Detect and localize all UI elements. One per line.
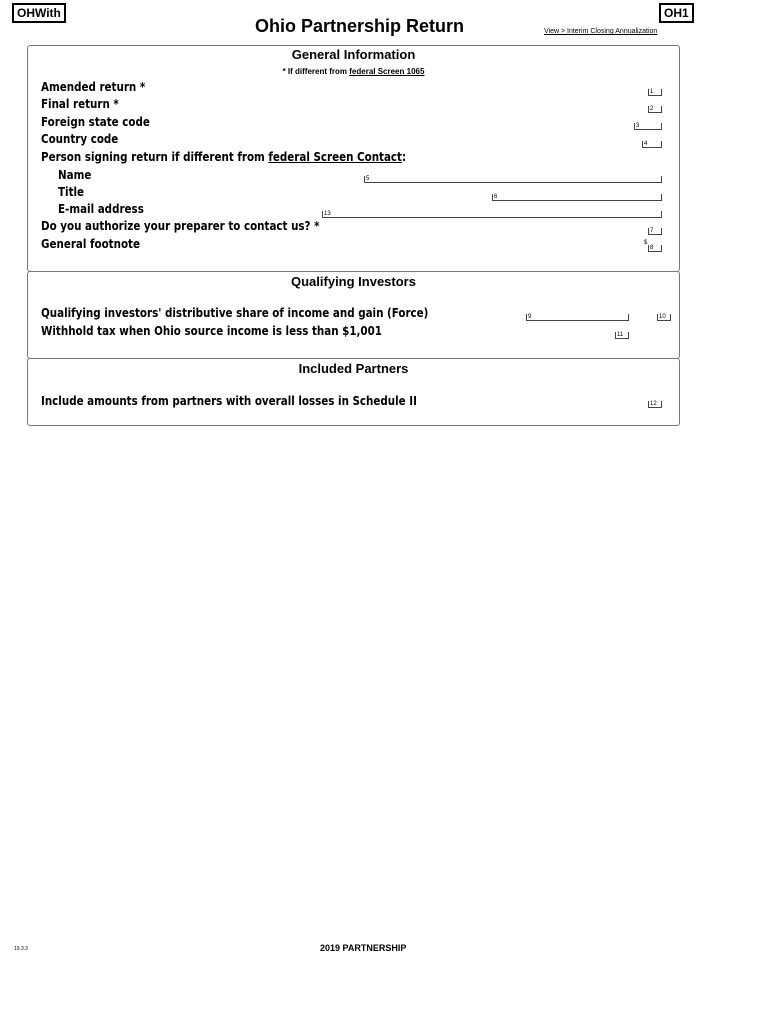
field-10-force[interactable]: 10: [657, 314, 671, 321]
withhold-tax-label: Withhold tax when Ohio source income is less than $1,001: [41, 324, 382, 338]
field-12-include[interactable]: 12: [648, 401, 662, 408]
field-2-final[interactable]: 2: [648, 106, 662, 113]
include-losses-label: Include amounts from partners with overall losses in Schedule II: [41, 394, 417, 408]
footer-year-label: 2019 PARTNERSHIP: [320, 943, 407, 953]
general-note: [28, 67, 679, 76]
country-code-label: Country code: [41, 132, 119, 146]
field-13-email[interactable]: 13: [322, 211, 662, 218]
qualifying-investors-title: Qualifying Investors: [291, 274, 416, 289]
included-partners-section: [27, 358, 680, 426]
foreign-state-code-label: Foreign state code: [41, 115, 150, 129]
general-information-title: General Information: [291, 47, 416, 62]
email-address-label: E-mail address: [58, 202, 144, 216]
name-label: Name: [58, 168, 92, 182]
field-4-country[interactable]: 4: [642, 141, 662, 148]
person-signing-prefix: Person signing return if different from: [41, 150, 269, 164]
final-return-label: Final return *: [41, 97, 119, 111]
page-title: Ohio Partnership Return: [255, 16, 465, 36]
field-1-amended[interactable]: 1: [648, 89, 662, 96]
person-signing-label: [41, 150, 406, 164]
field-6-title[interactable]: 6: [492, 194, 662, 201]
title-label: Title: [58, 185, 85, 199]
federal-screen-contact-link[interactable]: federal Screen Contact: [268, 150, 402, 164]
form-tag-oh1[interactable]: OH1: [659, 3, 694, 23]
interim-closing-link[interactable]: View > Interim Closing Annualization: [544, 28, 658, 35]
dollar-sign: $: [644, 240, 648, 246]
federal-screen-1065-link[interactable]: federal Screen 1065: [349, 67, 425, 76]
field-8-footnote[interactable]: 8: [648, 245, 662, 252]
amended-return-label: Amended return *: [41, 80, 146, 94]
qualifying-share-label: Qualifying investors' distributive share of income and gain (Force): [41, 306, 429, 320]
field-7-authorize[interactable]: 7: [648, 228, 662, 235]
general-footnote-label: General footnote: [41, 237, 140, 251]
included-partners-title: Included Partners: [298, 361, 409, 376]
field-9-share[interactable]: 9: [526, 314, 629, 321]
authorize-preparer-label: Do you authorize your preparer to contact us? *: [41, 219, 320, 233]
field-11-withhold[interactable]: 11: [615, 332, 629, 339]
field-3-foreign-state[interactable]: 3: [634, 123, 662, 130]
person-signing-suffix: :: [401, 150, 407, 164]
form-tag-ohwith[interactable]: OHWith: [12, 3, 66, 23]
general-note-prefix: * If different from: [282, 67, 350, 76]
field-5-name[interactable]: 5: [364, 176, 662, 183]
footer-version: 19.3.3: [14, 946, 28, 952]
